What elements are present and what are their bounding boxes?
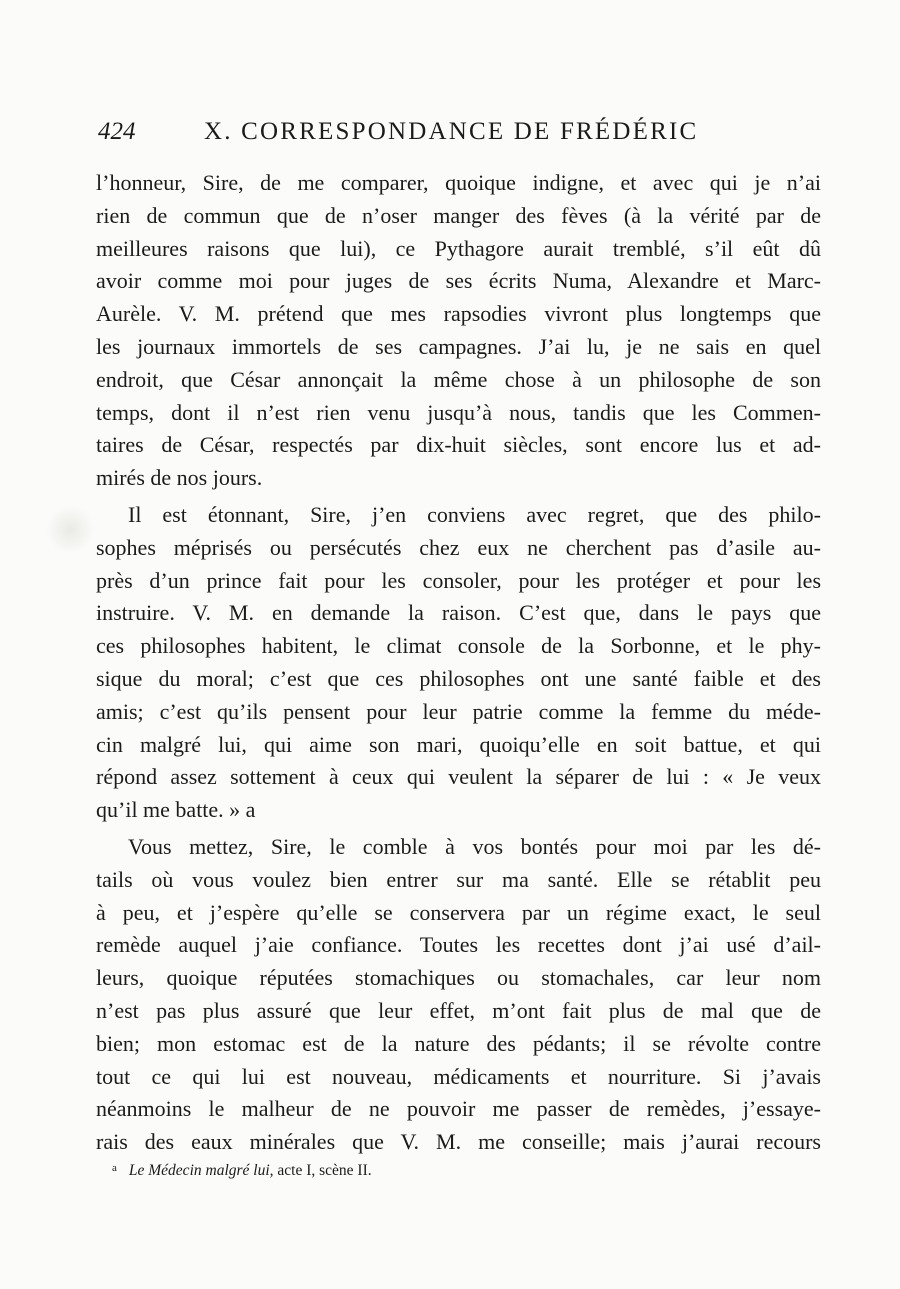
text-line: tout ce qui lui est nouveau, médicaments et nourriture. Si j’avais — [96, 1063, 821, 1089]
page-smudge — [46, 505, 94, 555]
text-line: taires de César, respectés par dix-huit siècles, sont encore lus et ad- — [96, 432, 821, 458]
text-line: rien de commun que de n’oser manger des fèves (à la vérité par de — [96, 202, 821, 228]
body-text — [96, 167, 821, 1159]
text-line: sique du moral; c’est que ces philosophes ont une santé faible et des — [96, 665, 821, 691]
text-line: endroit, que César annonçait la même chose à un philosophe de son — [96, 366, 821, 392]
text-line: tails où vous voulez bien entrer sur ma santé. Elle se rétablit peu — [96, 866, 821, 892]
text-line: qu’il me batte. » a — [96, 797, 256, 823]
text-line: mirés de nos jours. — [96, 465, 263, 491]
text-line: néanmoins le malheur de ne pouvoir me passer de remèdes, j’essaye- — [96, 1096, 821, 1122]
text-line: bien; mon estomac est de la nature des pédants; il se révolte contre — [96, 1030, 821, 1056]
text-line: remède auquel j’aie confiance. Toutes les recettes dont j’ai usé d’ail- — [96, 932, 821, 958]
text-line: rais des eaux minérales que V. M. me conseille; mais j’aurai recours — [96, 1129, 821, 1155]
text-line: à peu, et j’espère qu’elle se conservera par un régime exact, le seul — [96, 899, 821, 925]
footnote-marker: a — [112, 1162, 117, 1174]
text-line: Aurèle. V. M. prétend que mes rapsodies vivront plus longtemps que — [96, 301, 821, 327]
text-line: près d’un prince fait pour les consoler, pour les protéger et pour les — [96, 567, 821, 593]
text-line: leurs, quoique réputées stomachiques ou stomachales, car leur nom — [96, 965, 821, 991]
text-line: meilleures raisons que lui), ce Pythagore aurait tremblé, s’il eût dû — [96, 235, 821, 261]
text-line: les journaux immortels de ses campagnes. J’ai lu, je ne sais en quel — [96, 333, 821, 359]
text-line: cin malgré lui, qui aime son mari, quoiqu’elle en soit battue, et qui — [96, 731, 821, 757]
footnote — [112, 1162, 372, 1180]
running-head — [98, 118, 738, 152]
text-line: répond assez sottement à ceux qui veulent la séparer de lui : « Je veux — [96, 764, 821, 790]
text-line: amis; c’est qu’ils pensent pour leur patrie comme la femme du méde- — [96, 698, 821, 724]
text-line: ces philosophes habitent, le climat console de la Sorbonne, et le phy- — [96, 633, 821, 659]
text-line: n’est pas plus assuré que leur effet, m’ont fait plus de mal que de — [96, 997, 821, 1023]
text-line: sophes méprisés ou persécutés chez eux ne cherchent pas d’asile au- — [96, 534, 821, 560]
text-line: l’honneur, Sire, de me comparer, quoique indigne, et avec qui je n’ai — [96, 170, 821, 195]
text-line: Il est étonnant, Sire, j’en conviens avec regret, que des philo- — [128, 501, 821, 527]
text-line: Vous mettez, Sire, le comble à vos bontés pour moi par les dé- — [128, 833, 821, 859]
running-title: X. CORRESPONDANCE DE FRÉDÉRIC — [204, 118, 699, 145]
text-line: avoir comme moi pour juges de ses écrits Numa, Alexandre et Marc- — [96, 268, 821, 294]
footnote-title: Le Médecin malgré lui, — [128, 1162, 274, 1179]
text-line: instruire. V. M. en demande la raison. C’est que, dans le pays que — [96, 600, 821, 626]
text-line: temps, dont il n’est rien venu jusqu’à nous, tandis que les Commen- — [96, 399, 821, 425]
footnote-reference: acte I, scène II. — [277, 1162, 372, 1179]
page-number: 424 — [98, 118, 136, 145]
